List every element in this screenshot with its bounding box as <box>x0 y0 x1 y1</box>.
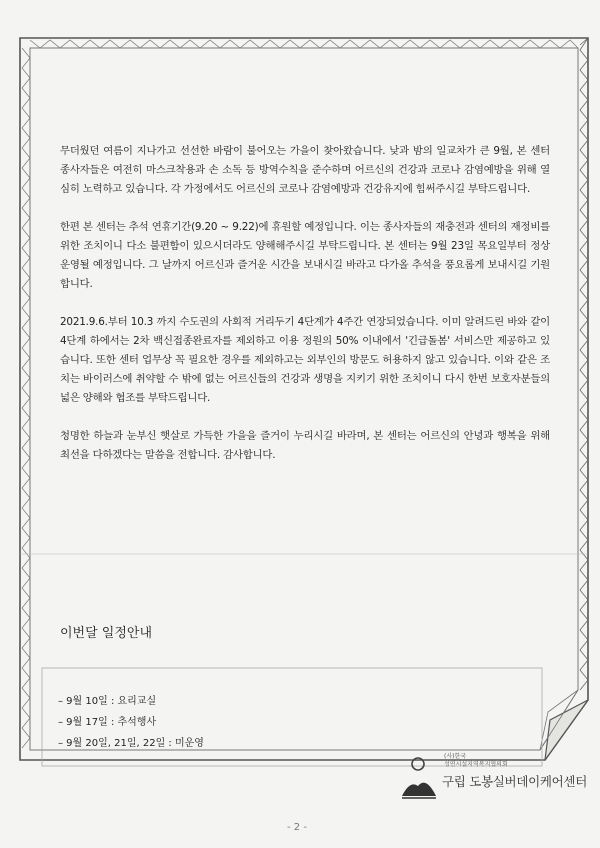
logo-org-line2: 성연시설지역복지협의회 <box>444 761 508 768</box>
letter-body <box>60 142 550 484</box>
logo-center-name: 구립 도봉실버데이케어센터 <box>442 774 587 789</box>
letter-paragraph: 한편 본 센터는 추석 연휴기간(9.20 ~ 9.22)에 휴원할 예정입니다. 이는 종사자들의 재충전과 센터의 재정비를 위한 조치이니 다소 불편함이 있으시더라도 양해해주시길 부탁드립니다. 본 센터는 9월 23일 목요일부터 정상 운영될 예정입니다. 그 날까지 어르신과 즐거운 시간을 보내시길 바라고 다가올 추석을 풍요롭게 보내시길 기원합니다. <box>60 221 550 290</box>
schedule-title: 이번달 일정안내 <box>60 626 153 641</box>
letter-paragraph: 무더웠던 여름이 지나가고 선선한 바람이 불어오는 가을이 찾아왔습니다. 낮과 밤의 일교차가 큰 9월, 본 센터 종사자들은 여전히 마스크착용과 손 소독 등 방역수칙을 준수하며 어르신의 건강과 코로나 감염예방을 위해 열심히 노력하고 있습니다. 각 가정에서도 어르신의 코로나 감염예방과 건강유지에 힘써주시길 부탁드립니다. <box>60 145 550 195</box>
letter-paragraph: 청명한 하늘과 눈부신 햇살로 가득한 가을을 즐거이 누리시길 바라며, 본 센터는 어르신의 안녕과 행복을 위해 최선을 다하겠다는 말씀을 전합니다. 감사합니다. <box>60 430 550 461</box>
center-logo <box>400 750 587 810</box>
logo-org-line1: (사)한국 <box>444 753 467 760</box>
page-number: - 2 - <box>287 822 307 833</box>
schedule-item: – 9월 20일, 21일, 22일 : 미운영 <box>58 738 204 749</box>
mountain-logo-icon <box>400 752 442 802</box>
letter-paragraph: 2021.9.6.부터 10.3 까지 수도권의 사회적 거리두기 4단계가 4주간 연장되었습니다. 이미 알려드린 바와 같이 4단계 하에서는 2차 백신접종완료자를 제외하고 이용 정원의 50% 이내에서 '긴급돌봄' 서비스만 제공하고 있습니다. 또한 센터 업무상 꼭 필요한 경우를 제외하고는 외부인의 방문도 허용하지 않고 있습니다. 이와 같은 조치는 바이러스에 취약할 수 밖에 없는 어르신들의 건강과 생명을 지키기 위한 조치이니 다시 한번 보호자분들의 넓은 양해와 협조를 부탁드립니다. <box>60 316 550 404</box>
schedule-item: – 9월 10일 : 요리교실 <box>58 696 157 707</box>
schedule-item: – 9월 17일 : 추석행사 <box>58 717 157 728</box>
schedule-list <box>58 691 204 754</box>
